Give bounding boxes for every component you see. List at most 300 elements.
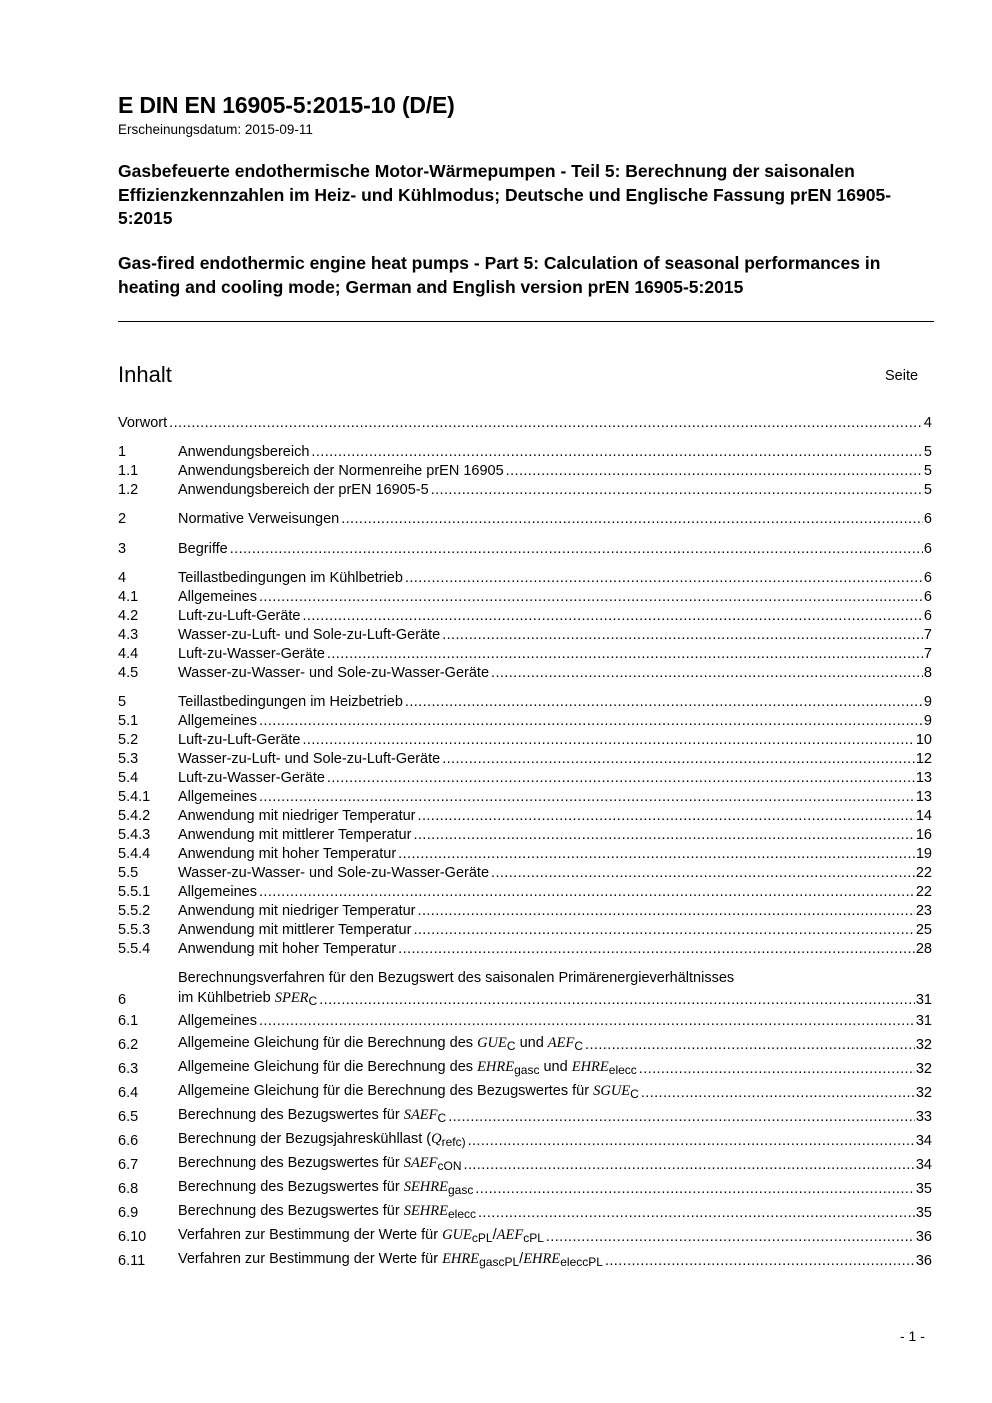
- toc-entry[interactable]: [118, 586, 932, 605]
- toc-entry[interactable]: [118, 605, 932, 624]
- toc-entry-text: [178, 646, 923, 662]
- toc-entry-page: 34: [915, 1133, 932, 1149]
- toc-leader-dots: [413, 827, 914, 843]
- toc-entry-title-text: Anwendungsbereich: [178, 444, 310, 460]
- toc-leader-dots: [303, 608, 923, 624]
- toc-entry-title: [178, 1035, 583, 1053]
- toc-entry-page: 36: [915, 1229, 932, 1245]
- toc-entry-title: [178, 1203, 476, 1221]
- toc-entry-text: [178, 884, 915, 900]
- toc-entry-title-text: Vorwort: [118, 415, 168, 431]
- toc-entry-title: [178, 990, 317, 1008]
- toc-entry-page: 7: [923, 627, 932, 643]
- toc-entry-number: 5.2: [118, 732, 139, 748]
- toc-leader-dots: [448, 1109, 915, 1125]
- formula: [275, 990, 318, 1006]
- toc-entry-title: [178, 444, 309, 460]
- toc-entry-title: [178, 1131, 466, 1149]
- toc-entry[interactable]: [118, 1250, 932, 1269]
- formula: [404, 1203, 476, 1219]
- toc-entry-number: 5.5.2: [118, 903, 151, 919]
- formula: [593, 1083, 639, 1099]
- toc-entry-title: [178, 608, 301, 624]
- toc-leader-dots: [327, 646, 923, 662]
- toc-entry-title: [178, 1013, 257, 1029]
- toc-entry-number: 5.4: [118, 770, 139, 786]
- toc-entry-title: [178, 846, 396, 862]
- toc-entry-page: 6: [923, 511, 932, 527]
- toc-entry-number: 6.10: [118, 1229, 147, 1245]
- formula: [477, 1035, 515, 1051]
- toc-entry[interactable]: [118, 479, 932, 498]
- toc-entry-title-text: /: [492, 1227, 497, 1243]
- page-number: - 1 -: [900, 1328, 925, 1344]
- toc-entry-text: [178, 570, 923, 586]
- toc-entry-page: 12: [915, 751, 932, 767]
- formula-symbol: SAEF: [403, 1107, 438, 1123]
- toc-entry-number: 5.1: [118, 713, 139, 729]
- formula: [442, 1251, 519, 1267]
- toc-entry-text: [178, 1203, 915, 1221]
- toc-entry[interactable]: [118, 1130, 932, 1149]
- formula-symbol: Q: [431, 1131, 442, 1147]
- formula-symbol: EHRE: [523, 1251, 561, 1267]
- formula: [497, 1227, 544, 1243]
- header-divider: [118, 321, 934, 322]
- toc-leader-dots: [639, 1061, 915, 1077]
- toc-entry-number: 3: [118, 541, 127, 557]
- toc-entry[interactable]: [118, 460, 932, 479]
- toc-entry[interactable]: [118, 643, 932, 662]
- toc-entry-number: 4.2: [118, 608, 139, 624]
- toc-entry-title-text: Anwendung mit hoher Temperatur: [178, 846, 397, 862]
- toc-entry-number: 6: [118, 992, 127, 1008]
- toc-entry-title-text: Allgemeine Gleichung für die Berechnung des Bezugswertes für: [178, 1083, 594, 1099]
- toc-entry-text: [178, 827, 915, 843]
- formula-symbol: GUE: [477, 1035, 507, 1051]
- toc-entry-title: [178, 713, 257, 729]
- toc-entry-title-text: Allgemeine Gleichung für die Berechnung des: [178, 1035, 478, 1051]
- toc-entry-page: 9: [923, 713, 932, 729]
- formula-subscript: cPL: [523, 1231, 544, 1245]
- toc-entry-text: [178, 808, 915, 824]
- toc-entry[interactable]: [118, 538, 932, 557]
- toc-entry-number: 5: [118, 694, 127, 710]
- toc-leader-dots: [475, 1181, 915, 1197]
- toc-entry-number: 6.11: [118, 1253, 146, 1269]
- formula-subscript: gascPL: [479, 1255, 520, 1269]
- toc-entry[interactable]: [118, 1082, 932, 1101]
- toc-leader-dots: [418, 903, 915, 919]
- toc-entry-page: 19: [915, 846, 932, 862]
- toc-leader-dots: [464, 1157, 915, 1173]
- toc-entry-title: [178, 751, 440, 767]
- toc-entry-title-text: und: [539, 1059, 572, 1075]
- toc-entry-title-line1: Berechnungsverfahren für den Bezugswert des saisonalen Primärenergieverhältnisses: [178, 970, 735, 986]
- toc-leader-dots: [311, 444, 923, 460]
- toc-entry[interactable]: [118, 1178, 932, 1197]
- formula-subscript: C: [308, 994, 318, 1008]
- formula-symbol: AEF: [547, 1035, 575, 1051]
- toc-leader-dots: [341, 511, 923, 527]
- toc-entry[interactable]: [118, 1058, 932, 1077]
- toc-leader-dots: [259, 884, 915, 900]
- toc-entry-page: 5: [923, 463, 932, 479]
- toc-entry-text: [178, 941, 915, 957]
- toc-leader-dots: [169, 415, 923, 431]
- formula: [404, 1179, 474, 1195]
- document-id: E DIN EN 16905-5:2015-10 (D/E): [118, 92, 455, 118]
- toc-entry-number: 4.1: [118, 589, 139, 605]
- toc-entry-number: 1.1: [118, 463, 139, 479]
- toc-entry-text: [178, 444, 923, 460]
- formula-symbol: SEHRE: [403, 1179, 448, 1195]
- toc-entry-title: [178, 541, 228, 557]
- toc-entry-page: 9: [923, 694, 932, 710]
- formula: [404, 1155, 462, 1171]
- toc-entry-page: 6: [923, 589, 932, 605]
- toc-entry-title: [178, 511, 339, 527]
- formula-symbol: SGUE: [593, 1083, 631, 1099]
- toc-entry-title: [178, 1155, 462, 1173]
- toc-entry[interactable]: [118, 1010, 932, 1029]
- toc-entry-title-text: /: [519, 1251, 524, 1267]
- toc-entry-text: [178, 541, 923, 557]
- toc-entry-text: [178, 751, 915, 767]
- toc-leader-dots: [605, 1253, 915, 1269]
- toc-entry-title-text: Allgemeines: [178, 789, 257, 805]
- toc-entry[interactable]: [118, 862, 932, 881]
- toc-entry-number: 6.6: [118, 1133, 139, 1149]
- toc-entry-text: [118, 415, 923, 431]
- toc-leader-dots: [491, 665, 923, 681]
- toc-entry-text: [178, 903, 915, 919]
- toc-entry-title-text: Teillastbedingungen im Kühlbetrieb: [178, 570, 403, 586]
- toc-entry-title-text: Anwendung mit hoher Temperatur: [178, 941, 397, 957]
- toc-entry[interactable]: [118, 412, 932, 431]
- toc-entry-title: [178, 922, 411, 938]
- toc-leader-dots: [259, 789, 915, 805]
- toc-entry-title-text: Allgemeines: [178, 713, 257, 729]
- toc-entry[interactable]: [118, 567, 932, 586]
- toc-entry-title: [178, 770, 325, 786]
- toc-entry-number: 4: [118, 570, 127, 586]
- toc-entry-text: [178, 789, 915, 805]
- toc-entry-page: 35: [915, 1181, 932, 1197]
- toc-entry-text: [178, 732, 915, 748]
- toc-entry-number: 1.2: [118, 482, 139, 498]
- toc-entry-page: 14: [915, 808, 932, 824]
- toc-entry-text: [178, 482, 923, 498]
- toc-entry-title-text: Luft-zu-Luft-Geräte: [178, 608, 301, 624]
- toc-entry-title-text: Allgemeines: [178, 884, 257, 900]
- toc-entry-page: 25: [915, 922, 932, 938]
- toc-leader-dots: [405, 694, 923, 710]
- formula-symbol: GUE: [442, 1227, 472, 1243]
- toc-entry-title-text: Verfahren zur Bestimmung der Werte für: [178, 1227, 443, 1243]
- toc-entry-page: 31: [915, 1013, 932, 1029]
- toc-entry-text: [178, 1083, 915, 1101]
- toc-entry-title: [178, 808, 416, 824]
- toc-entry[interactable]: [118, 843, 932, 862]
- toc-entry-number: 6.8: [118, 1181, 139, 1197]
- toc-entry-title-text: Anwendung mit niedriger Temperatur: [178, 903, 416, 919]
- toc-entry-page: 33: [915, 1109, 932, 1125]
- toc-entry-text: [178, 865, 915, 881]
- toc-entry[interactable]: [118, 824, 932, 843]
- toc-leader-dots: [259, 589, 923, 605]
- toc-leader-dots: [478, 1205, 915, 1221]
- toc-entry[interactable]: [118, 786, 932, 805]
- toc-entry-number: 5.5.1: [118, 884, 151, 900]
- toc-entry-title: [178, 1083, 639, 1101]
- formula-subscript: elecc: [447, 1207, 476, 1221]
- toc-entry-title: [178, 694, 403, 710]
- formula-symbol: EHRE: [477, 1059, 515, 1075]
- toc-entry-number: 6.2: [118, 1037, 139, 1053]
- formula-symbol: SAEF: [403, 1155, 438, 1171]
- toc-entry-page: 36: [915, 1253, 932, 1269]
- toc-leader-dots: [418, 808, 915, 824]
- toc-entry[interactable]: [118, 767, 932, 786]
- toc-entry-page: 8: [923, 665, 932, 681]
- toc-entry[interactable]: [118, 441, 932, 460]
- toc-entry-title: [178, 865, 489, 881]
- toc-entry-title-text: Begriffe: [178, 541, 228, 557]
- toc-entry-title: [178, 665, 489, 681]
- toc-entry-title-text: Verfahren zur Bestimmung der Werte für: [178, 1251, 443, 1267]
- toc-entry-number: 5.5.4: [118, 941, 151, 957]
- toc-entry-number: 5.4.1: [118, 789, 151, 805]
- formula-subscript: refc): [441, 1135, 466, 1149]
- formula: [548, 1035, 583, 1051]
- toc-entry-title: [178, 941, 396, 957]
- toc-entry-title-text: Berechnung des Bezugswertes für: [178, 1107, 404, 1123]
- formula-subscript: eleccPL: [560, 1255, 603, 1269]
- toc-entry-title-text: Anwendung mit mittlerer Temperatur: [178, 922, 412, 938]
- toc-entry-title-text: Wasser-zu-Luft- und Sole-zu-Luft-Geräte: [178, 627, 441, 643]
- toc-entry-page: 6: [923, 541, 932, 557]
- toc-entry[interactable]: [118, 1034, 932, 1053]
- toc-entry-title: [178, 570, 403, 586]
- toc-entry-title-text: Berechnung des Bezugswertes für: [178, 1155, 404, 1171]
- toc-entry-title-text: Allgemeines: [178, 1013, 257, 1029]
- formula-subscript: cPL: [471, 1231, 493, 1245]
- formula-subscript: gasc: [447, 1183, 474, 1197]
- toc-entry-page: 34: [915, 1157, 932, 1173]
- formula-symbol: EHRE: [442, 1251, 480, 1267]
- toc-entry-page: 22: [915, 884, 932, 900]
- toc-entry-text: [178, 463, 923, 479]
- toc-entry-page: 35: [915, 1205, 932, 1221]
- toc-entry-number: 5.5: [118, 865, 139, 881]
- toc-entry-title-text: Berechnung des Bezugswertes für: [178, 1179, 404, 1195]
- toc-entry-title: [178, 627, 440, 643]
- toc-leader-dots: [327, 770, 915, 786]
- toc-entry-title-text: Normative Verweisungen: [178, 511, 340, 527]
- toc-entry-text: [178, 1059, 915, 1077]
- toc-entry[interactable]: [118, 1226, 932, 1245]
- toc-entry-page: 5: [923, 444, 932, 460]
- toc-leader-dots: [491, 865, 915, 881]
- toc-leader-dots: [405, 570, 923, 586]
- formula: [572, 1059, 637, 1075]
- formula-subscript: C: [574, 1039, 584, 1053]
- toc-leader-dots: [506, 463, 923, 479]
- toc-entry-text: [178, 627, 923, 643]
- toc-entry[interactable]: [118, 662, 932, 681]
- toc-leader-dots: [259, 713, 923, 729]
- toc-entry-page: 32: [915, 1061, 932, 1077]
- toc-entry-page: 28: [915, 941, 932, 957]
- formula-symbol: AEF: [496, 1227, 524, 1243]
- toc-leader-dots: [230, 541, 923, 557]
- formula: [431, 1131, 465, 1147]
- toc-entry-title-text: Teillastbedingungen im Heizbetrieb: [178, 694, 403, 710]
- toc-entry[interactable]: [118, 970, 932, 1008]
- toc-entry-title: [178, 732, 301, 748]
- toc-entry-number: 5.4.2: [118, 808, 151, 824]
- formula: [442, 1227, 493, 1243]
- toc-page-label: Seite: [885, 368, 919, 384]
- formula-symbol: SEHRE: [403, 1203, 448, 1219]
- toc-entry-text: [178, 1179, 915, 1197]
- toc-entry-text: [178, 1131, 915, 1149]
- toc-entry-number: 6.7: [118, 1157, 139, 1173]
- toc-entry-title-text: Anwendung mit mittlerer Temperatur: [178, 827, 412, 843]
- toc-entry[interactable]: [118, 624, 932, 643]
- toc-leader-dots: [319, 992, 915, 1008]
- toc-entry-text: [178, 1251, 915, 1269]
- toc-entry-page: 13: [915, 770, 932, 786]
- toc-entry-title: [178, 1227, 544, 1245]
- toc-leader-dots: [468, 1133, 915, 1149]
- title-german: Gasbefeuerte endothermische Motor-Wärmepumpen - Teil 5: Berechnung der saisonalen Effizienzkennzahlen im Heiz- und Kühlmodus; Deutsche und Englische Fassung prEN 16905-5:2015: [118, 161, 892, 228]
- formula-symbol: SPER: [274, 990, 309, 1006]
- formula: [477, 1059, 539, 1075]
- toc-entry[interactable]: [118, 919, 932, 938]
- toc-entry-title-text: Anwendung mit niedriger Temperatur: [178, 808, 416, 824]
- toc-entry-number: 6.4: [118, 1085, 139, 1101]
- toc-entry-page: 6: [923, 570, 932, 586]
- toc-entry-text: [178, 990, 915, 1008]
- toc-entry-text: [178, 770, 915, 786]
- toc-entry-number: 4.3: [118, 627, 139, 643]
- toc-entry-text: [178, 589, 923, 605]
- title-english: Gas-fired endothermic engine heat pumps - Part 5: Calculation of seasonal performances in heating and cooling mode; German and English version prEN 16905-5:2015: [118, 253, 881, 297]
- toc-entry-title-text: Berechnung des Bezugswertes für: [178, 1203, 404, 1219]
- toc-entry-text: [178, 1155, 915, 1173]
- formula: [523, 1251, 603, 1267]
- toc-leader-dots: [546, 1229, 915, 1245]
- formula: [404, 1107, 447, 1123]
- toc-entry[interactable]: [118, 748, 932, 767]
- toc-leader-dots: [259, 1013, 915, 1029]
- toc-entry-title-text: Luft-zu-Wasser-Geräte: [178, 770, 325, 786]
- toc-entry[interactable]: [118, 710, 932, 729]
- toc-entry[interactable]: [118, 805, 932, 824]
- toc-entry[interactable]: [118, 1106, 932, 1125]
- toc-entry-title-text: und: [515, 1035, 548, 1051]
- toc-entry-number: 6.3: [118, 1061, 139, 1077]
- toc-entry-title: [178, 646, 325, 662]
- toc-entry[interactable]: [118, 691, 932, 710]
- toc-leader-dots: [641, 1085, 915, 1101]
- toc-entry[interactable]: [118, 1154, 932, 1173]
- toc-entry-title: [178, 789, 257, 805]
- toc-leader-dots: [398, 846, 915, 862]
- toc-entry-text: [178, 1013, 915, 1029]
- toc-entry-page: 16: [915, 827, 932, 843]
- toc-entry-text: [178, 1035, 915, 1053]
- toc-entry-title-text: Wasser-zu-Luft- und Sole-zu-Luft-Geräte: [178, 751, 441, 767]
- toc-entry-page: 10: [915, 732, 932, 748]
- formula-subscript: C: [506, 1039, 516, 1053]
- formula-subscript: cON: [437, 1159, 462, 1173]
- formula-symbol: EHRE: [571, 1059, 609, 1075]
- toc-entry[interactable]: [118, 881, 932, 900]
- toc-entry-title-text: Luft-zu-Luft-Geräte: [178, 732, 301, 748]
- toc-entry-page: 23: [915, 903, 932, 919]
- formula-subscript: C: [437, 1111, 447, 1125]
- toc-entry-text: [178, 846, 915, 862]
- toc-entry-page: 32: [915, 1037, 932, 1053]
- toc-entry-number: 5.4.3: [118, 827, 151, 843]
- toc-entry-text: [178, 511, 923, 527]
- formula-subscript: gasc: [514, 1063, 540, 1077]
- toc-entry-page: 4: [923, 415, 932, 431]
- toc-entry-page: 22: [915, 865, 932, 881]
- toc-entry-text: [178, 922, 915, 938]
- toc-heading: Inhalt: [118, 362, 172, 387]
- toc-entry-title-text: Berechnung der Bezugsjahreskühllast (: [178, 1131, 432, 1147]
- toc-entry-title-text: im Kühlbetrieb: [178, 990, 275, 1006]
- toc-entry-number: 2: [118, 511, 127, 527]
- toc-entry-title: [178, 903, 416, 919]
- toc-entry-text: [178, 1227, 915, 1245]
- toc-leader-dots: [431, 482, 923, 498]
- toc-entry-number: 6.1: [118, 1013, 139, 1029]
- toc-entry[interactable]: [118, 508, 932, 527]
- toc-entry-title-text: Allgemeines: [178, 589, 257, 605]
- toc-entry-number: 4.5: [118, 665, 139, 681]
- toc-entry[interactable]: [118, 938, 932, 957]
- formula-subscript: elecc: [608, 1063, 637, 1077]
- toc-entry-page: 31: [915, 992, 932, 1008]
- toc-leader-dots: [303, 732, 915, 748]
- toc-entry-title: [178, 463, 504, 479]
- toc-entry-title-text: Anwendungsbereich der Normenreihe prEN 16905: [178, 463, 504, 479]
- toc-entry-text: [178, 665, 923, 681]
- toc-entry-text: [178, 694, 923, 710]
- toc-entry-text: [178, 713, 923, 729]
- toc-entry-title-text: Wasser-zu-Wasser- und Sole-zu-Wasser-Geräte: [178, 665, 490, 681]
- toc-entry[interactable]: [118, 729, 932, 748]
- toc-entry-title-text: Wasser-zu-Wasser- und Sole-zu-Wasser-Geräte: [178, 865, 490, 881]
- toc-entry-title: [178, 589, 257, 605]
- toc-entry-number: 5.4.4: [118, 846, 151, 862]
- toc-entry[interactable]: [118, 1202, 932, 1221]
- toc-entry-title: [178, 827, 411, 843]
- toc-entry[interactable]: [118, 900, 932, 919]
- toc-entry-title: [178, 1251, 603, 1269]
- toc-entry-number: 5.3: [118, 751, 139, 767]
- toc-entry-page: 13: [915, 789, 932, 805]
- toc-leader-dots: [398, 941, 915, 957]
- toc-entry-number: 4.4: [118, 646, 139, 662]
- toc-entry-title: [178, 482, 429, 498]
- toc-entry-title: [178, 1179, 473, 1197]
